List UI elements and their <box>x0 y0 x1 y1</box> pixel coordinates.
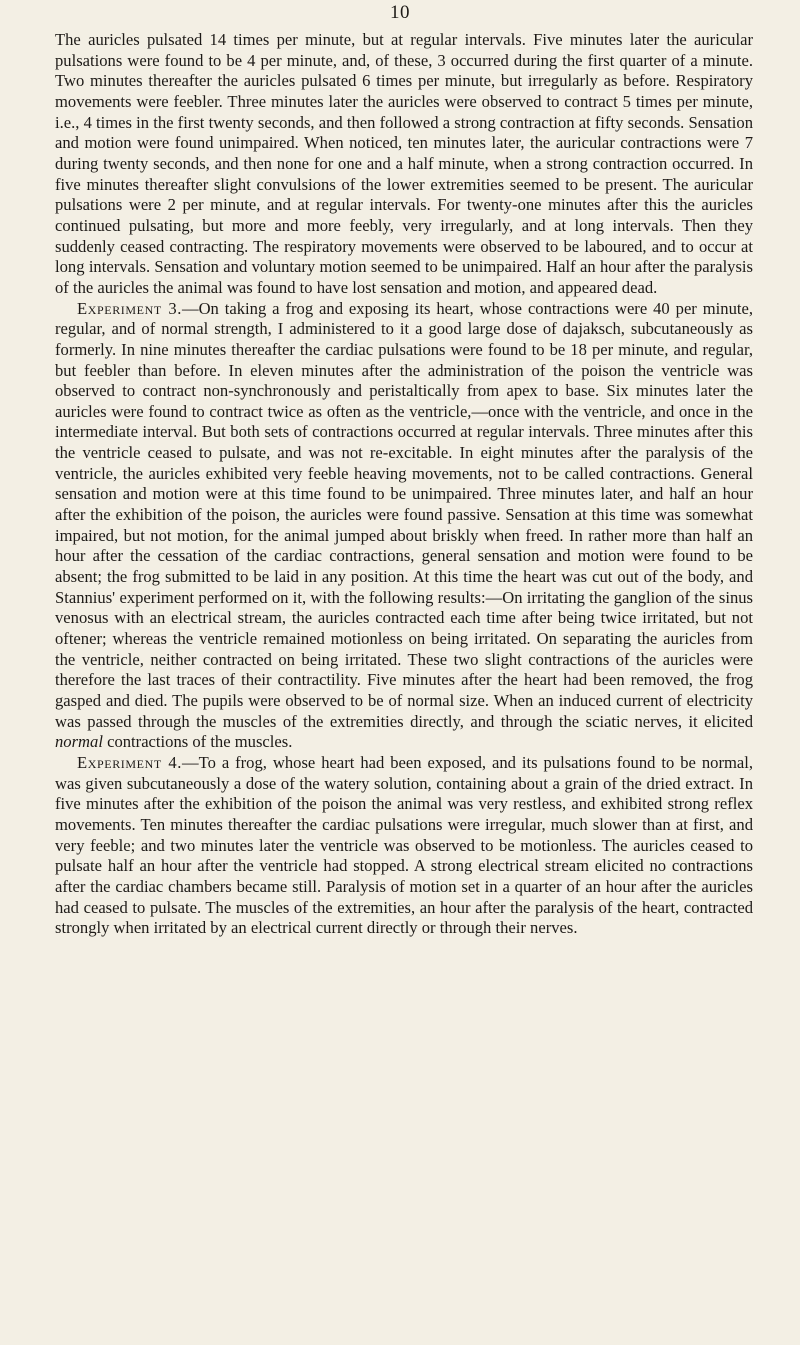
body-text <box>55 30 753 939</box>
experiment-4-heading: Experiment 4. <box>77 752 182 772</box>
experiment-3-text-end: contractions of the muscles. <box>102 732 293 752</box>
paragraph-experiment-4 <box>55 753 753 939</box>
experiment-3-text: —On taking a frog and exposing its heart, whose contractions were 40 per minute, regular, and of normal strength, I administered to it a good large dose of dajaksch, subcutaneously as formerly. In nine minutes thereafter the cardiac pulsations were found to be 18 per minute, and regular, but feebler than before. In eleven minutes after the administration of the poison the ventricle was observed to contract non-synchronously and peristaltically from apex to base. Six minutes later the auricles were found to contract twice as often as the ventricle,—once with the ventricle, and once in the intermediate interval. But both sets of contractions occurred at regular intervals. Three minutes after this the ventricle ceased to pulsate, and was not re-excitable. In eight minutes after the paralysis of the ventricle, the auricles exhibited very feeble heaving movements, not to be called contractions. General sensation and motion were at this time found to be unimpaired. Three minutes later, and half an hour after the exhibition of the poison, the auricles were found passive. Sensation at this time was somewhat impaired, but not motion, for the animal jumped about briskly when freed. In rather more than half an hour after the cessation of the cardiac contractions, general sensation and motion were found to be absent; the frog submitted to be laid in any position. At this time the heart was cut out of the body, and Stannius' experiment performed on it, with the following results:—On irritating the ganglion of the sinus venosus with an electrical stream, the auricles contracted each time after being twice irritated, but not oftener; whereas the ventricle remained motionless on being irritated. On separating the auricles from the ventricle, neither contracted on being irritated. These two slight contractions of the auricles were therefore the last traces of their contractility. Five minutes after the heart had been removed, the frog gasped and died. The pupils were observed to be of normal size. When an induced current of electricity was passed through the muscles of the extremities directly, and through the sciatic nerves, it elicited <box>55 298 753 731</box>
page-number: 10 <box>390 2 410 23</box>
experiment-3-emphasis: normal <box>55 732 103 752</box>
paragraph-experiment-3 <box>55 299 753 753</box>
experiment-4-text: —To a frog, whose heart had been exposed, and its pulsations found to be normal, was given subcutaneously a dose of the watery solution, containing about a grain of the dried extract. In five minutes after the exhibition of the poison the animal was very restless, and exhibited strong reflex movements. Ten minutes thereafter the cardiac pulsations were irregular, much slower than at first, and very feeble; and two minutes later the ventricle was observed to be motionless. The auricles ceased to pulsate half an hour after the ventricle had stopped. A strong electrical stream elicited no contractions after the cardiac chambers became still. Paralysis of motion set in a quarter of an hour after the auricles had ceased to pulsate. The muscles of the extremities, an hour after the paralysis of the heart, contracted strongly when irritated by an electrical current directly or through their nerves. <box>55 752 753 938</box>
paragraph-1 <box>55 30 753 299</box>
experiment-3-heading: Experiment 3. <box>77 298 182 318</box>
paragraph-1-text: The auricles pulsated 14 times per minute, but at regular intervals. Five minutes later the auricular pulsations were found to be 4 per minute, and, of these, 3 occurred during the first quarter of a minute. Two minutes thereafter the auricles pulsated 6 times per minute, but irregularly as before. Respiratory movements were feebler. Three minutes later the auricles were observed to contract 5 times per minute, i.e., 4 times in the first twenty seconds, and then followed a strong contraction at fifty seconds. Sensation and motion were found unimpaired. When noticed, ten minutes later, the auricular contractions were 7 during twenty seconds, and then none for one and a half minute, when a strong contraction occurred. In five minutes thereafter slight convulsions of the lower extremities seemed to be present. The auricular pulsations were 2 per minute, and at regular intervals. For twenty-one minutes after this the auricles continued pulsating, but more and more feebly, very irregularly, and at long intervals. Then they suddenly ceased contracting. The respiratory movements were observed to be laboured, and to occur at long intervals. Sensation and voluntary motion seemed to be unimpaired. Half an hour after the paralysis of the auricles the animal was found to have lost sensation and motion, and appeared dead. <box>55 30 753 297</box>
